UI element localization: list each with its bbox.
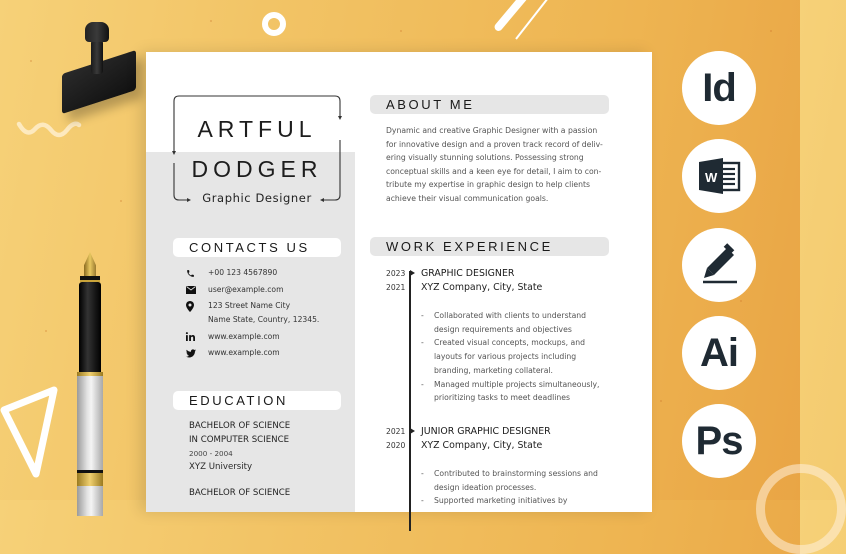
linkedin-icon	[186, 330, 208, 344]
contact-address	[186, 299, 346, 327]
phone-icon	[186, 266, 208, 280]
education-entry	[189, 487, 349, 501]
speck	[660, 400, 662, 402]
speck	[30, 60, 32, 62]
decorative-ring	[262, 12, 286, 36]
education-school: XYZ University	[189, 462, 253, 472]
resume-page	[146, 52, 652, 512]
job-year-start: 2020	[386, 441, 406, 450]
illustrator-icon	[682, 316, 756, 390]
bullet-line: Supported marketing initiatives by	[434, 496, 568, 506]
first-name: ARTFUL	[197, 116, 317, 142]
speck	[120, 200, 122, 202]
timeline-line	[409, 271, 411, 531]
section-header-education: EDUCATION	[173, 391, 341, 410]
bullet-line: Created visual concepts, mockups, and	[434, 338, 586, 348]
address-line-2: Name State, Country, 12345.	[208, 315, 320, 324]
pen-tool-icon	[682, 228, 756, 302]
decorative-arc	[756, 464, 846, 554]
job-year-end: 2021	[386, 427, 406, 436]
education-years: 2000 - 2004	[189, 449, 233, 458]
bullet-line: layouts for various projects including	[434, 352, 577, 362]
bullet-dash: -	[421, 311, 424, 320]
word-icon	[682, 139, 756, 213]
pen-grip	[79, 282, 101, 374]
twitter-icon	[186, 346, 208, 360]
envelope-icon	[186, 283, 208, 297]
about-text	[386, 124, 609, 205]
education-list	[189, 420, 349, 501]
job-bullet	[421, 494, 614, 508]
timeline-marker-icon	[410, 270, 415, 276]
map-pin-icon	[186, 299, 208, 313]
job-bullets	[421, 467, 614, 508]
speck	[400, 30, 402, 32]
contact-twitter-text[interactable]: www.example.com	[208, 348, 280, 357]
photoshop-label: Ps	[695, 418, 743, 463]
pen-cap	[77, 486, 103, 516]
pen-barrel	[77, 376, 103, 472]
job-role: Graphic Designer	[202, 191, 312, 205]
bullet-line: prioritizing tasks to meet deadlines	[434, 393, 570, 403]
contact-twitter[interactable]	[186, 346, 346, 360]
svg-text:W: W	[705, 170, 718, 185]
education-entry	[189, 420, 349, 474]
job-title: GRAPHIC DESIGNER	[421, 268, 515, 279]
job-year-start: 2021	[386, 283, 406, 292]
contact-address-text	[208, 299, 319, 327]
timeline-marker-icon	[410, 428, 415, 434]
bullet-line: Collaborated with clients to understand	[434, 311, 587, 320]
rubber-stamp-image	[60, 22, 140, 112]
indesign-label: Id	[702, 65, 736, 110]
job-company: XYZ Company, City, State	[421, 440, 543, 451]
pen-band	[77, 470, 103, 486]
indesign-icon	[682, 51, 756, 125]
contact-linkedin[interactable]	[186, 330, 346, 344]
about-line: achieve their visual communication goals.	[386, 193, 549, 203]
bullet-dash: -	[421, 469, 424, 478]
photoshop-icon	[682, 404, 756, 478]
degree-line: IN COMPUTER SCIENCE	[189, 434, 290, 445]
job-bullet	[421, 378, 614, 405]
about-line: for innovative design and a proven track record of deliv-	[386, 139, 603, 149]
job-bullet	[421, 467, 614, 494]
address-line-1: 123 Street Name City	[208, 301, 291, 310]
bullet-dash: -	[421, 379, 424, 389]
bullet-line: branding, marketing collateral.	[434, 365, 553, 375]
bullet-line: Contributed to brainstorming sessions and	[434, 469, 598, 478]
last-name: DODGER	[191, 156, 323, 182]
name-bracket-frame	[173, 95, 341, 205]
about-line: conceptual skills and a keen eye for detail, I aim to con-	[386, 166, 602, 176]
about-line: Dynamic and creative Graphic Designer with a passion	[386, 126, 598, 135]
job-company: XYZ Company, City, State	[421, 282, 543, 293]
bullet-line: design ideation processes.	[434, 482, 537, 492]
pen-nib	[84, 252, 96, 276]
bullet-line: Managed multiple projects simultaneously,	[434, 379, 600, 389]
bullet-line: design requirements and objectives	[434, 324, 572, 334]
job-bullet	[421, 336, 614, 377]
speck	[740, 300, 742, 302]
contact-phone-text: +00 123 4567890	[208, 268, 278, 277]
degree-line: BACHELOR OF SCIENCE	[189, 421, 291, 431]
bullet-dash: -	[421, 496, 424, 506]
section-header-contacts: CONTACTS US	[173, 238, 341, 257]
stamp-neck	[91, 40, 103, 74]
decorative-wave	[16, 118, 82, 140]
speck	[210, 20, 212, 22]
section-header-about: ABOUT ME	[370, 95, 609, 114]
speck	[770, 30, 772, 32]
stamp-knob	[85, 22, 109, 42]
contact-email-text: user@example.com	[208, 284, 284, 294]
contact-linkedin-text[interactable]: www.example.com	[208, 331, 280, 341]
speck	[45, 330, 47, 332]
job-title: JUNIOR GRAPHIC DESIGNER	[421, 426, 551, 437]
job-bullets	[421, 309, 614, 405]
pen-glyph	[697, 245, 741, 285]
name-block	[173, 95, 341, 203]
illustrator-label: Ai	[700, 330, 738, 375]
fountain-pen-image	[76, 252, 106, 512]
decorative-triangle	[0, 380, 62, 480]
contacts-list	[186, 266, 346, 363]
about-line: tribute my expertise in graphic design to help clients	[386, 180, 591, 189]
job-bullet	[421, 309, 614, 336]
job-year-end: 2023	[386, 269, 406, 278]
bullet-dash: -	[421, 338, 424, 348]
contact-email	[186, 283, 346, 297]
contact-phone	[186, 266, 346, 280]
degree-line: BACHELOR OF SCIENCE	[189, 488, 291, 498]
word-doc-glyph	[697, 157, 741, 195]
section-header-work: WORK EXPERIENCE	[370, 237, 609, 256]
about-line: ering visually stunning solutions. Possessing strong	[386, 153, 584, 162]
